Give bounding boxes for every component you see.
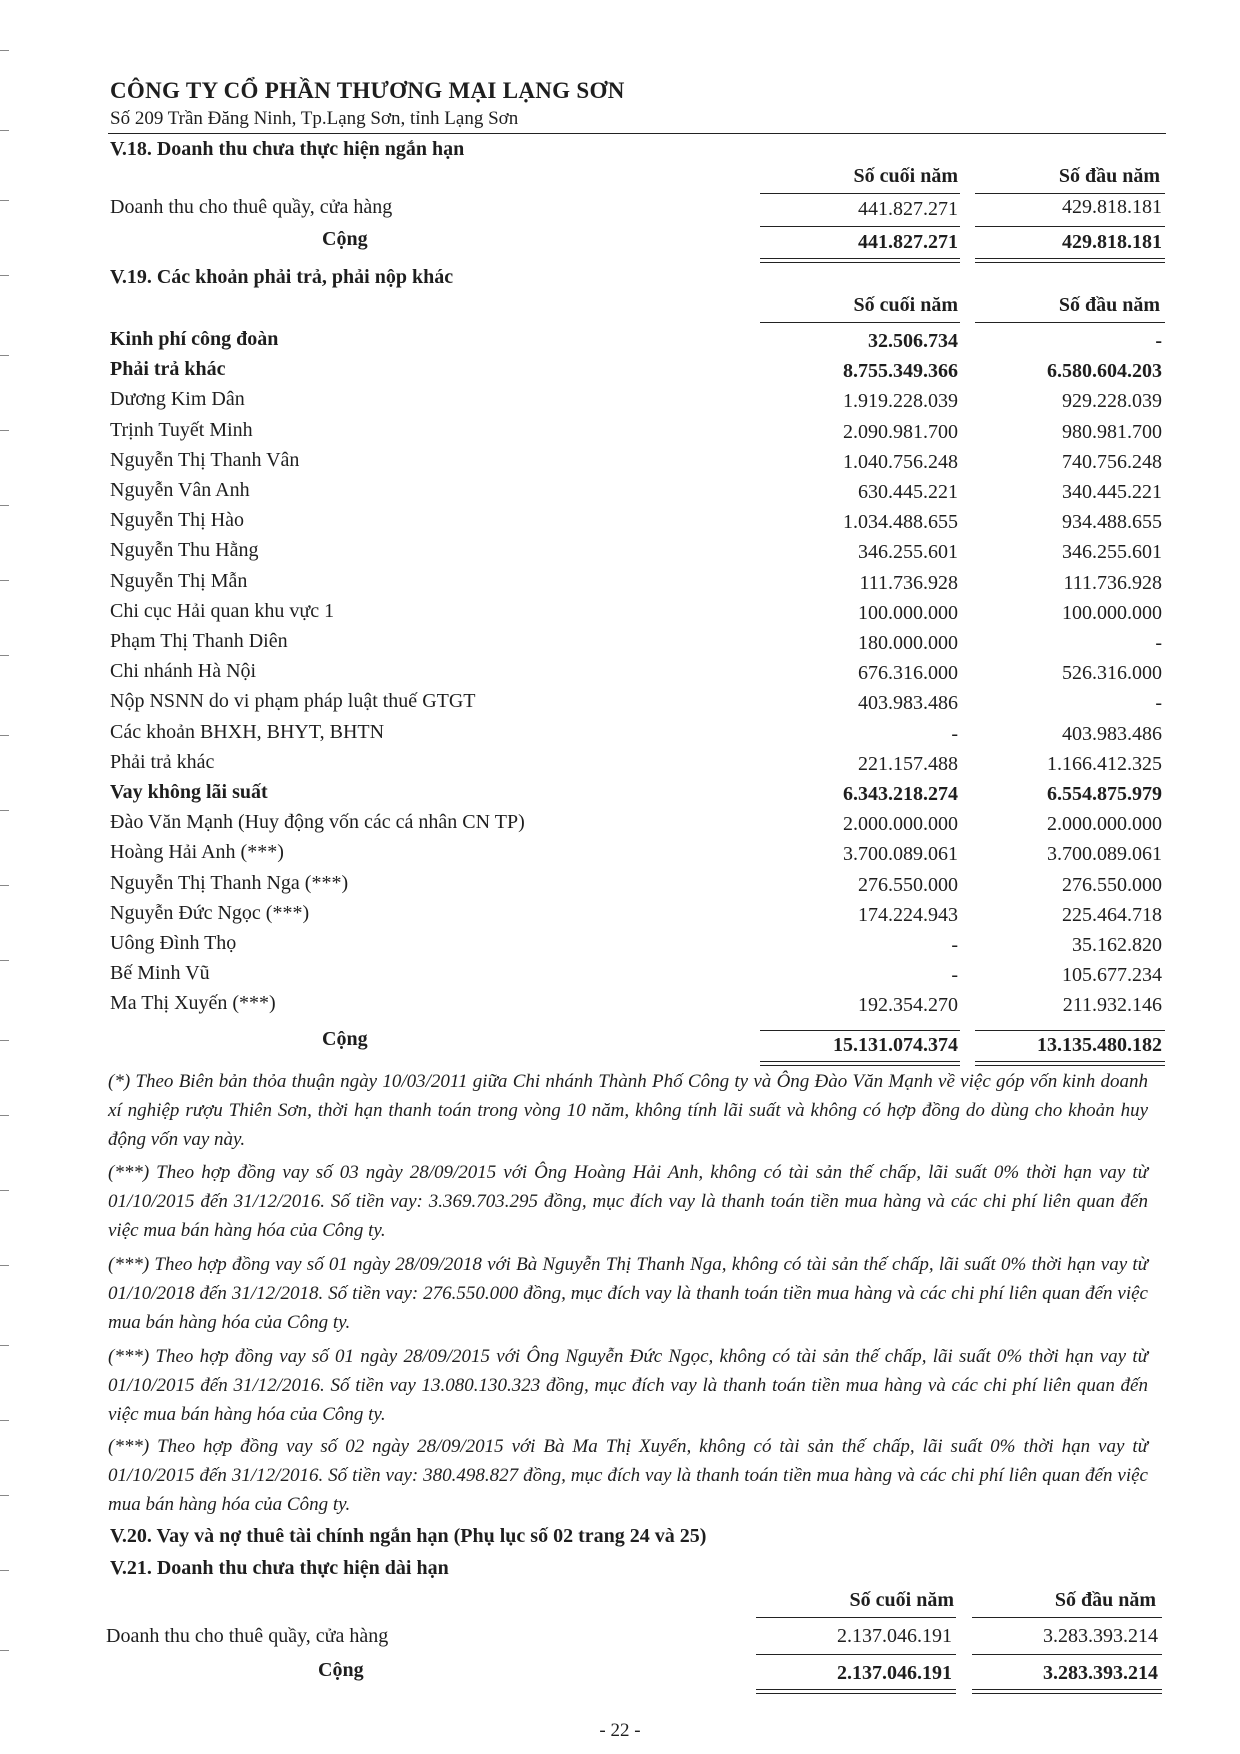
section-v20-title: V.20. Vay và nợ thuê tài chính ngắn hạn (Phụ lục số 02 trang 24 và 25)	[110, 1525, 707, 1547]
v19-row-end: 221.157.488	[858, 753, 958, 775]
v19-row-label: Vay không lãi suất	[110, 781, 268, 803]
v19-row-end: 676.316.000	[858, 662, 958, 684]
v19-row-end: 2.090.981.700	[843, 421, 958, 443]
v19-row-begin: 225.464.718	[1062, 904, 1162, 926]
v19-row-begin: 35.162.820	[1072, 934, 1162, 956]
v21-row-end: 2.137.046.191	[837, 1625, 952, 1647]
v19-row-end: 403.983.486	[858, 692, 958, 714]
v19-row-label: Đào Văn Mạnh (Huy động vốn các cá nhân CN TP)	[110, 811, 525, 833]
v19-row-label: Nguyễn Thị Mẫn	[110, 570, 248, 592]
v19-row-begin: -	[1155, 632, 1162, 654]
v19-row-label: Nguyễn Đức Ngọc (***)	[110, 902, 310, 924]
v18-total-begin: 429.818.181	[1062, 231, 1162, 253]
v19-row-end: 32.506.734	[868, 330, 958, 352]
note-4: (***) Theo hợp đồng vay số 01 ngày 28/09/2015 với Ông Nguyễn Đức Ngọc, không có tài sản thế chấp, lãi suất 0% thời hạn vay từ 01/10/2015 đến 31/12/2016. Số tiền vay 13.080.130.323 đồng, mục đích vay là thanh toán tiền mua hàng và các chi phí liên quan đến việc mua bán hàng hóa của Công ty.	[108, 1346, 1148, 1425]
v19-row-label: Nguyễn Thị Thanh Nga (***)	[110, 872, 349, 894]
v19-row-end: 174.224.943	[858, 904, 958, 926]
v21-total-begin: 3.283.393.214	[1043, 1662, 1158, 1684]
v19-row-label: Phải trả khác	[110, 358, 226, 380]
page-number: - 22 -	[599, 1720, 641, 1741]
v19-total-begin: 13.135.480.182	[1037, 1034, 1162, 1056]
note-2: (***) Theo hợp đồng vay số 03 ngày 28/09/2015 với Ông Hoàng Hải Anh, không có tài sản thế chấp, lãi suất 0% thời hạn vay từ 01/10/2015 đến 31/12/2016. Số tiền vay: 3.369.703.295 đồng, mục đích vay là thanh toán tiền mua hàng và các chi phí liên quan đến việc mua bán hàng hóa của Công ty.	[108, 1162, 1148, 1241]
v19-row-label: Nguyễn Vân Anh	[110, 479, 250, 501]
v19-row-begin: 346.255.601	[1062, 541, 1162, 563]
v19-row-begin: 526.316.000	[1062, 662, 1162, 684]
v19-row-begin: 929.228.039	[1062, 390, 1162, 412]
v19-row-end: 6.343.218.274	[843, 783, 958, 805]
v19-row-begin: 340.445.221	[1062, 481, 1162, 503]
v19-row-label: Nguyễn Thu Hằng	[110, 539, 259, 561]
v19-row-label: Chi nhánh Hà Nội	[110, 660, 257, 682]
margin-ticks	[0, 0, 14, 1754]
v19-row-end: 630.445.221	[858, 481, 958, 503]
v19-row-label: Nộp NSNN do vi phạm pháp luật thuế GTGT	[110, 690, 476, 712]
v19-row-end: 8.755.349.366	[843, 360, 958, 382]
v19-row-end: 1.919.228.039	[843, 390, 958, 412]
v21-total-end: 2.137.046.191	[837, 1662, 952, 1684]
v21-col-end: Số cuối năm	[849, 1589, 954, 1611]
v18-col-end: Số cuối năm	[853, 165, 958, 187]
v19-row-end: 192.354.270	[858, 994, 958, 1016]
v19-row-begin: 105.677.234	[1062, 964, 1162, 986]
v18-row-label: Doanh thu cho thuê quầy, cửa hàng	[110, 196, 393, 218]
v21-total-label: Cộng	[318, 1659, 364, 1681]
company-name: CÔNG TY CỔ PHẦN THƯƠNG MẠI LẠNG SƠN	[110, 78, 625, 103]
v18-row-begin: 429.818.181	[1062, 196, 1162, 218]
note-3: (***) Theo hợp đồng vay số 01 ngày 28/09/2018 với Bà Nguyễn Thị Thanh Nga, không có tài sản thế chấp, lãi suất 0% thời hạn vay từ 01/10/2018 đến 31/12/2018. Số tiền vay: 276.550.000 đồng, mục đích vay là thanh toán tiền mua hàng và các chi phí liên quan đến việc mua bán hàng hóa của Công ty.	[108, 1254, 1148, 1333]
v19-row-end: 111.736.928	[859, 572, 958, 594]
v19-row-end: -	[951, 723, 958, 745]
v19-row-label: Nguyễn Thị Hào	[110, 509, 245, 531]
v21-row-label: Doanh thu cho thuê quầy, cửa hàng	[106, 1625, 389, 1647]
v19-row-end: -	[951, 964, 958, 986]
v19-row-label: Các khoản BHXH, BHYT, BHTN	[110, 721, 385, 743]
v21-row-begin: 3.283.393.214	[1043, 1625, 1158, 1647]
v19-row-begin: 111.736.928	[1063, 572, 1162, 594]
v19-row-begin: 100.000.000	[1062, 602, 1162, 624]
v19-row-label: Uông Đình Thọ	[110, 932, 237, 954]
v19-row-end: 1.040.756.248	[843, 451, 958, 473]
v19-row-label: Chi cục Hải quan khu vực 1	[110, 600, 335, 622]
v19-row-end: 2.000.000.000	[843, 813, 958, 835]
v19-total-end: 15.131.074.374	[833, 1034, 958, 1056]
v19-row-end: 180.000.000	[858, 632, 958, 654]
v19-row-begin: 3.700.089.061	[1047, 843, 1162, 865]
v19-row-begin: 6.554.875.979	[1047, 783, 1162, 805]
v19-col-begin: Số đầu năm	[1058, 294, 1160, 316]
v19-row-label: Phải trả khác	[110, 751, 215, 773]
section-v18-title: V.18. Doanh thu chưa thực hiện ngắn hạn	[110, 138, 465, 160]
v19-row-end: 100.000.000	[858, 602, 958, 624]
v19-row-begin: 276.550.000	[1062, 874, 1162, 896]
v19-row-begin: 2.000.000.000	[1047, 813, 1162, 835]
v19-row-end: 3.700.089.061	[843, 843, 958, 865]
company-address: Số 209 Trần Đăng Ninh, Tp.Lạng Sơn, tỉnh Lạng Sơn	[110, 108, 519, 129]
note-1: (*) Theo Biên bản thỏa thuận ngày 10/03/2011 giữa Chi nhánh Thành Phố Công ty và Ông Đào Văn Mạnh về việc góp vốn kinh doanh xí nghiệp rượu Thiên Sơn, thời hạn thanh toán trong vòng 10 năm, không tính lãi suất và không có hợp đồng do dùng cho khoản huy động vốn vay này.	[108, 1071, 1148, 1150]
note-5: (***) Theo hợp đồng vay số 02 ngày 28/09/2015 với Bà Ma Thị Xuyến, không có tài sản thế chấp, lãi suất 0% thời hạn vay từ 01/10/2015 đến 31/12/2016. Số tiền vay: 380.498.827 đồng, mục đích vay là thanh toán tiền mua hàng và các chi phí liên quan đến việc mua bán hàng hóa của Công ty.	[108, 1436, 1148, 1515]
v18-total-label: Cộng	[322, 228, 368, 250]
v19-row-end: 346.255.601	[858, 541, 958, 563]
v19-row-begin: 934.488.655	[1062, 511, 1162, 533]
v18-total-end: 441.827.271	[858, 231, 958, 253]
v19-row-begin: 1.166.412.325	[1047, 753, 1162, 775]
v19-row-begin: 403.983.486	[1062, 723, 1162, 745]
v18-row-end: 441.827.271	[858, 198, 958, 220]
v19-row-label: Kinh phí công đoàn	[110, 328, 279, 350]
section-v21-title: V.21. Doanh thu chưa thực hiện dài hạn	[110, 1557, 449, 1579]
v19-row-begin: -	[1155, 330, 1162, 352]
v19-row-end: 276.550.000	[858, 874, 958, 896]
v19-row-label: Ma Thị Xuyến (***)	[110, 992, 276, 1014]
v19-col-end: Số cuối năm	[853, 294, 958, 316]
section-v19-title: V.19. Các khoản phải trả, phải nộp khác	[110, 266, 454, 288]
v19-row-begin: 740.756.248	[1062, 451, 1162, 473]
v19-row-label: Nguyễn Thị Thanh Vân	[110, 449, 300, 471]
v19-row-label: Hoàng Hải Anh (***)	[110, 841, 284, 863]
v19-total-label: Cộng	[322, 1028, 368, 1050]
v19-row-begin: 980.981.700	[1062, 421, 1162, 443]
v19-row-label: Phạm Thị Thanh Diên	[110, 630, 288, 652]
v19-row-begin: -	[1155, 692, 1162, 714]
v19-row-label: Bế Minh Vũ	[110, 962, 210, 984]
v18-col-begin: Số đầu năm	[1058, 165, 1160, 187]
v19-row-begin: 211.932.146	[1062, 994, 1162, 1016]
v19-row-end: -	[951, 934, 958, 956]
v19-row-label: Dương Kim Dân	[110, 388, 245, 410]
header-rule	[108, 133, 1166, 134]
v19-row-label: Trịnh Tuyết Minh	[110, 419, 253, 441]
v19-row-begin: 6.580.604.203	[1047, 360, 1162, 382]
v19-row-end: 1.034.488.655	[843, 511, 958, 533]
v21-col-begin: Số đầu năm	[1054, 1589, 1156, 1611]
